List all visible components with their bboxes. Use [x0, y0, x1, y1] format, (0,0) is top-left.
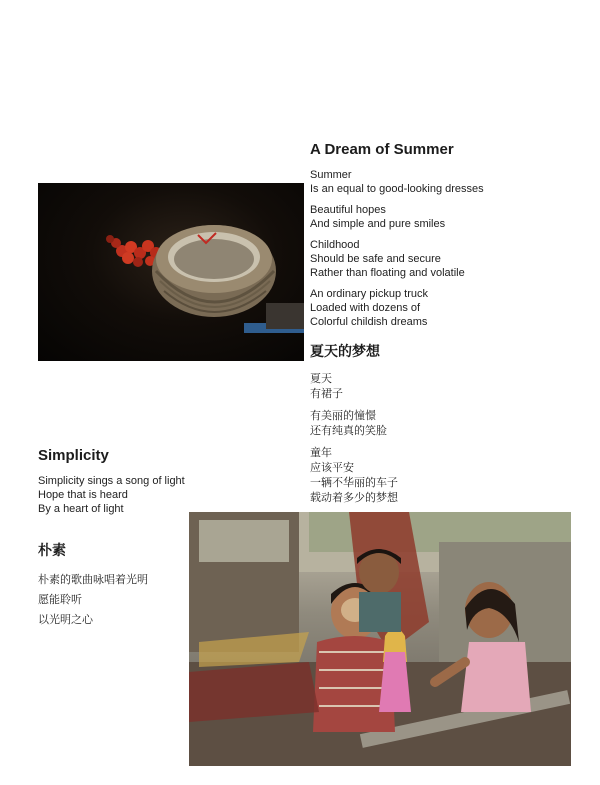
dream-cn-stanza-2 [310, 408, 590, 438]
dream-title-cn: 夏天的梦想 [310, 344, 380, 360]
dream-stanza-4 [310, 287, 590, 329]
dream-stanza-3 [310, 238, 590, 280]
simplicity-cn-section [38, 540, 188, 630]
simplicity-title-en: Simplicity [38, 447, 109, 464]
dream-cn-section [310, 341, 590, 512]
poem-line: 一辆不华丽的车子 [310, 476, 398, 489]
poem-line: Is an equal to good-looking dresses [310, 183, 484, 195]
poem-line: 有裙子 [310, 387, 343, 400]
dream-en-section [310, 141, 590, 336]
poem-line: And simple and pure smiles [310, 218, 446, 230]
simplicity-en-section [38, 447, 198, 516]
simplicity-title-cn: 朴素 [38, 543, 66, 559]
poem-line: Hope that is heard [38, 489, 128, 501]
dream-cn-stanza-3 [310, 445, 590, 505]
poem-line: Rather than floating and volatile [310, 267, 465, 279]
dream-stanza-2 [310, 203, 590, 231]
poem-line: 夏天 [310, 372, 332, 385]
poem-line: Colorful childish dreams [310, 316, 428, 328]
dream-title-en: A Dream of Summer [310, 141, 454, 158]
poem-line: 有美丽的憧憬 [310, 409, 376, 422]
poem-line: Should be safe and secure [310, 253, 441, 265]
poem-line: Beautiful hopes [310, 204, 386, 216]
poem-line: An ordinary pickup truck [310, 288, 428, 300]
dream-stanza-1 [310, 168, 590, 196]
poem-line: Summer [310, 169, 352, 181]
poem-line: 还有纯真的笑脸 [310, 424, 387, 437]
poem-line: By a heart of light [38, 503, 124, 515]
photo-basket [38, 183, 304, 361]
woven-basket [152, 225, 276, 317]
poem-line: Loaded with dozens of [310, 302, 421, 314]
photo-children-truck [189, 512, 571, 766]
poem-line: 朴素的歌曲咏唱着光明 [38, 573, 148, 586]
poem-line: 以光明之心 [38, 613, 93, 626]
poem-line: Simplicity sings a song of light [38, 475, 185, 487]
poem-line: 愿能聆听 [38, 593, 82, 606]
dream-cn-stanza-1 [310, 371, 590, 401]
poem-line: Childhood [310, 239, 360, 251]
poem-line: 童年 [310, 446, 332, 459]
poem-line: 应该平安 [310, 461, 354, 474]
poem-line: 载动着多少的梦想 [310, 491, 398, 504]
